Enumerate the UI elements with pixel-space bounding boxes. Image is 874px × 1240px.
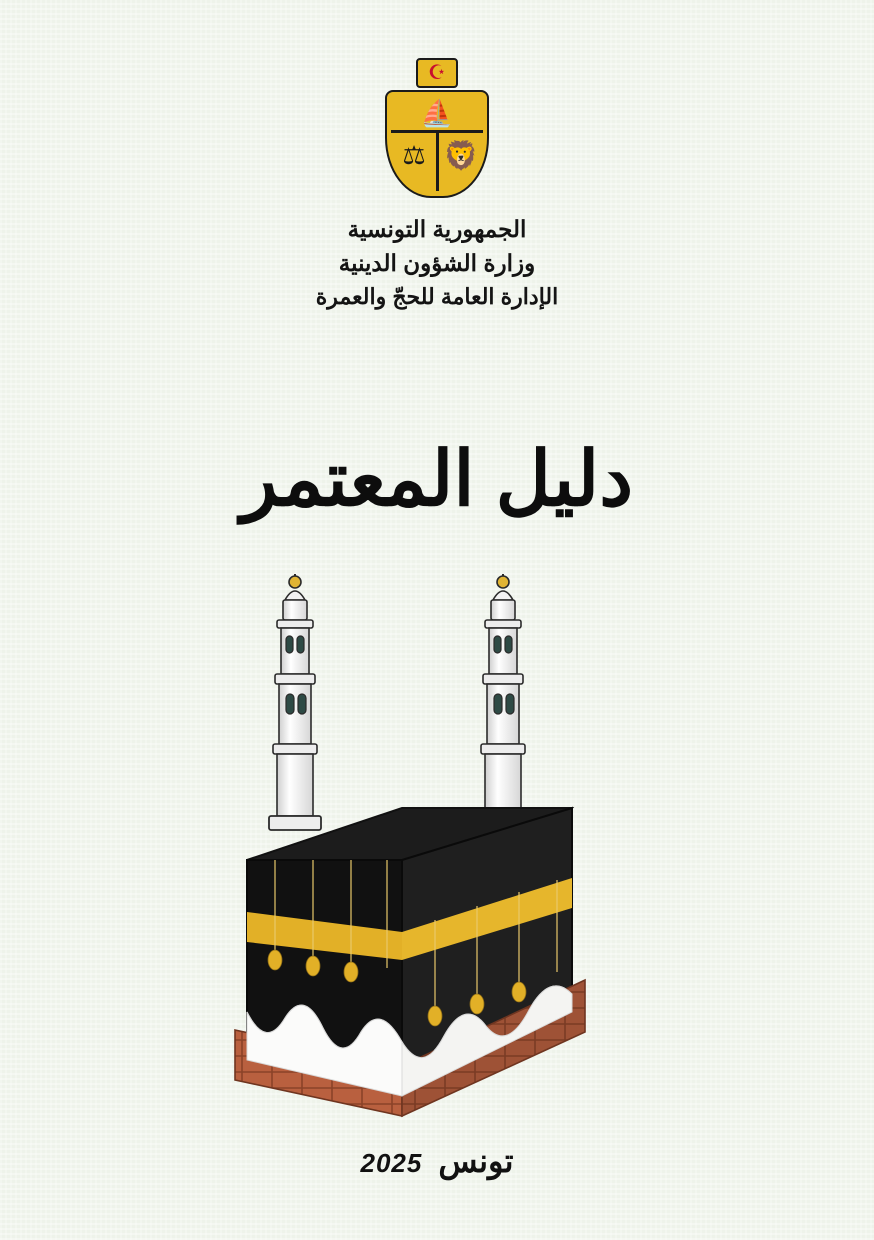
- crescent-star-icon: ☪: [428, 62, 446, 84]
- tunisia-coat-of-arms-icon: [384, 58, 490, 198]
- minaret-left: [269, 574, 321, 830]
- republic-line: الجمهورية التونسية: [347, 216, 527, 242]
- page-title: دليل المعتمر: [240, 437, 634, 522]
- kaaba-illustration: [0, 560, 874, 1120]
- ministry-heading: [316, 212, 558, 314]
- scales-icon: ⚖: [402, 140, 426, 170]
- ship-icon: ⛵: [420, 98, 454, 128]
- lion-icon: 🦁: [443, 140, 479, 171]
- department-line: الإدارة العامة للحجّ والعمرة: [315, 284, 559, 309]
- footer-year: 2025: [360, 1148, 423, 1178]
- kaaba-svg: [227, 560, 647, 1120]
- footer: [0, 1142, 874, 1180]
- crest-top: [416, 58, 458, 88]
- emblem-header-block: [0, 58, 874, 314]
- footer-place: تونس: [438, 1143, 514, 1179]
- minaret-right: [477, 574, 529, 830]
- shield-divider-vertical: [436, 133, 439, 191]
- emblem-shield: [385, 90, 489, 198]
- ministry-line: وزارة الشؤون الدينية: [338, 250, 536, 276]
